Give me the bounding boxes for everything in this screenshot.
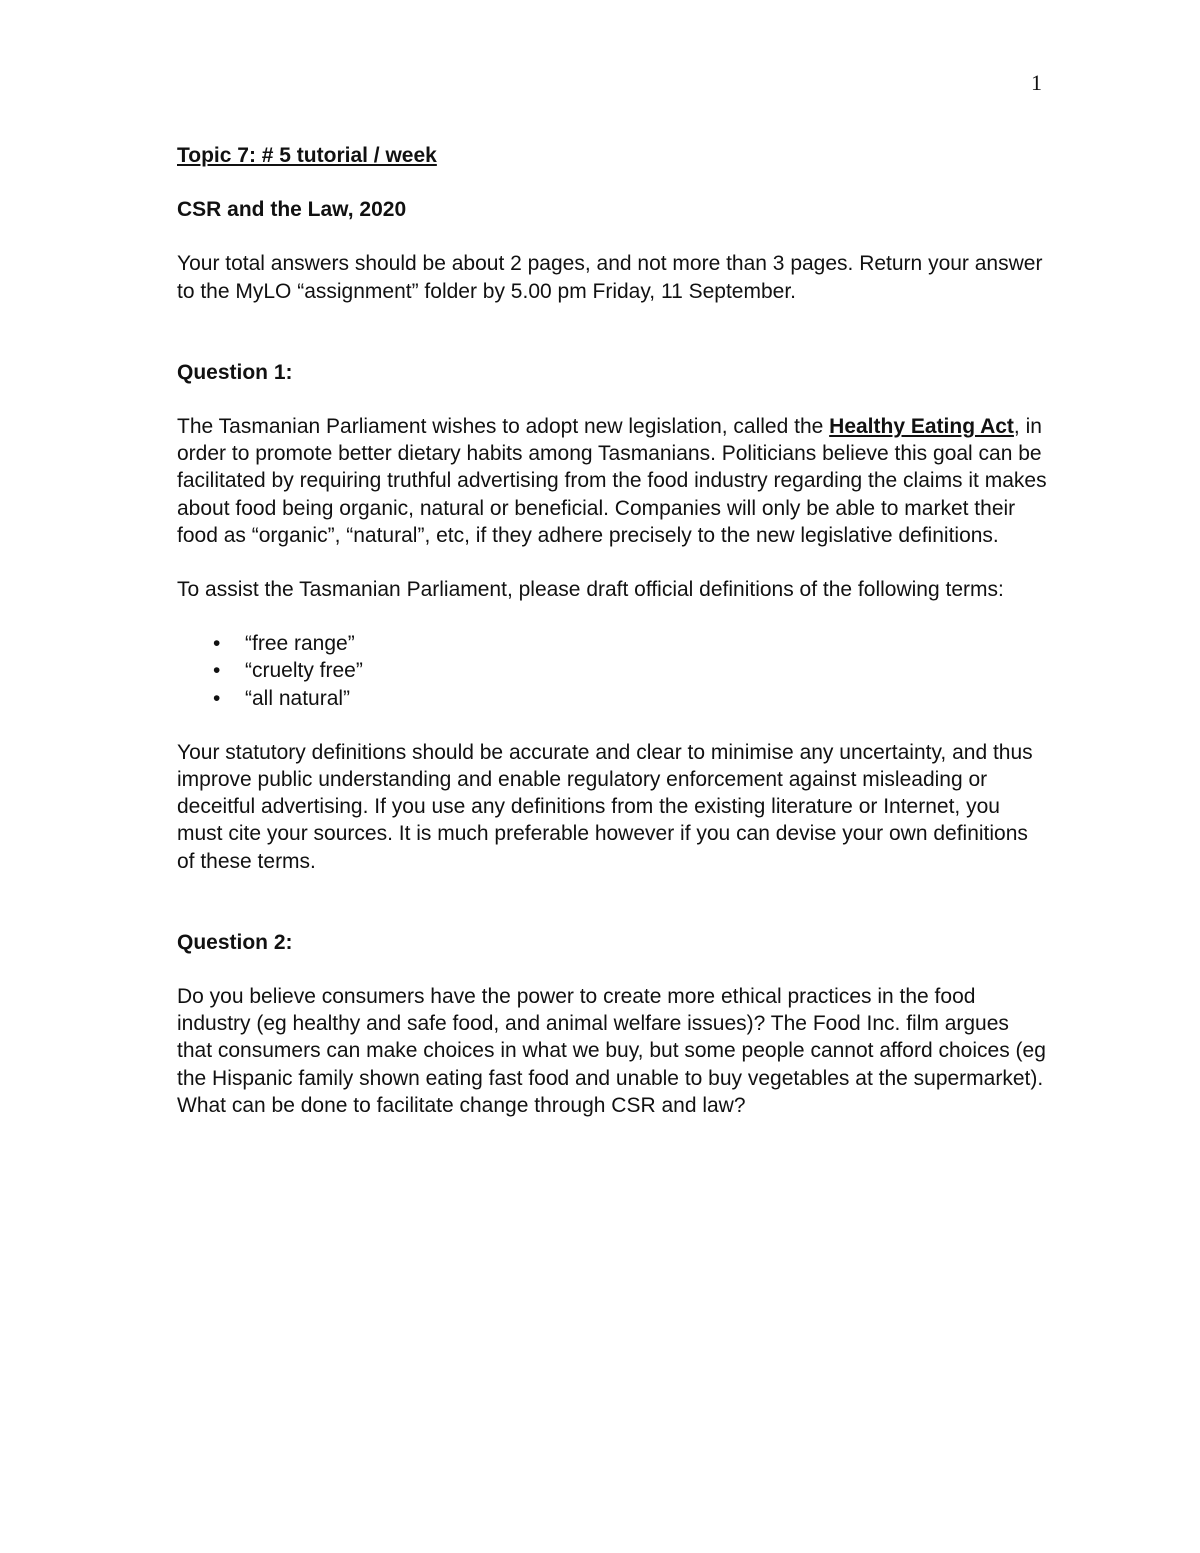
question-1-intro-before: The Tasmanian Parliament wishes to adopt new legislation, called the bbox=[177, 415, 830, 439]
question-1-intro bbox=[177, 413, 1047, 549]
question-1-guidance: Your statutory definitions should be accurate and clear to minimise any uncertainty, and thus improve public understanding and enable regulatory enforcement against misleading or deceitful advertising. If you use any definitions from the existing literature or Internet, you must cite your sources. It is much preferable however if you can devise your own definitions of these terms. bbox=[177, 740, 1033, 873]
list-item bbox=[177, 657, 1047, 684]
bullet-icon: • bbox=[213, 659, 221, 683]
term-all-natural: “all natural” bbox=[245, 686, 351, 710]
page-number: 1 bbox=[1031, 70, 1042, 95]
submission-instructions: Your total answers should be about 2 pages, and not more than 3 pages. Return your answer to the MyLO “assignment” folder by 5.00 pm Friday, 11 September. bbox=[177, 252, 1043, 303]
question-1-task: To assist the Tasmanian Parliament, please draft official definitions of the following terms: bbox=[177, 578, 1004, 602]
topic-heading: Topic 7: # 5 tutorial / week bbox=[177, 144, 437, 167]
term-cruelty-free: “cruelty free” bbox=[245, 659, 363, 683]
bullet-icon: • bbox=[213, 686, 221, 710]
list-item bbox=[177, 630, 1047, 657]
bullet-icon: • bbox=[213, 632, 221, 656]
question-1-heading: Question 1: bbox=[177, 360, 293, 384]
term-free-range: “free range” bbox=[245, 632, 355, 656]
question-2-body: Do you believe consumers have the power to create more ethical practices in the food industry (eg healthy and safe food, and animal welfare issues)? The Food Inc. film argues that consumers can make choices in what we buy, but some people cannot afford choices (eg the Hispanic family shown eating fast food and unable to buy vegetables at the supermarket). What can be done to facilitate change through CSR and law? bbox=[177, 985, 1046, 1117]
act-name: Healthy Eating Act bbox=[829, 415, 1014, 439]
question-2-section bbox=[177, 929, 1047, 1119]
document-body bbox=[177, 140, 1047, 1119]
question-1-intro-after: , in order to promote better dietary habits among Tasmanians. Politicians believe this goal can be facilitated by requiring truthful advertising from the food industry regarding the claims it makes about food being organic, natural or beneficial. Companies will only be able to market their food as “organic”, “natural”, etc, if they adhere precisely to the new legislative definitions. bbox=[177, 415, 1047, 547]
course-title: CSR and the Law, 2020 bbox=[177, 198, 407, 222]
question-1-section bbox=[177, 359, 1047, 875]
terms-list bbox=[177, 630, 1047, 712]
question-2-heading: Question 2: bbox=[177, 930, 293, 954]
list-item bbox=[177, 685, 1047, 712]
